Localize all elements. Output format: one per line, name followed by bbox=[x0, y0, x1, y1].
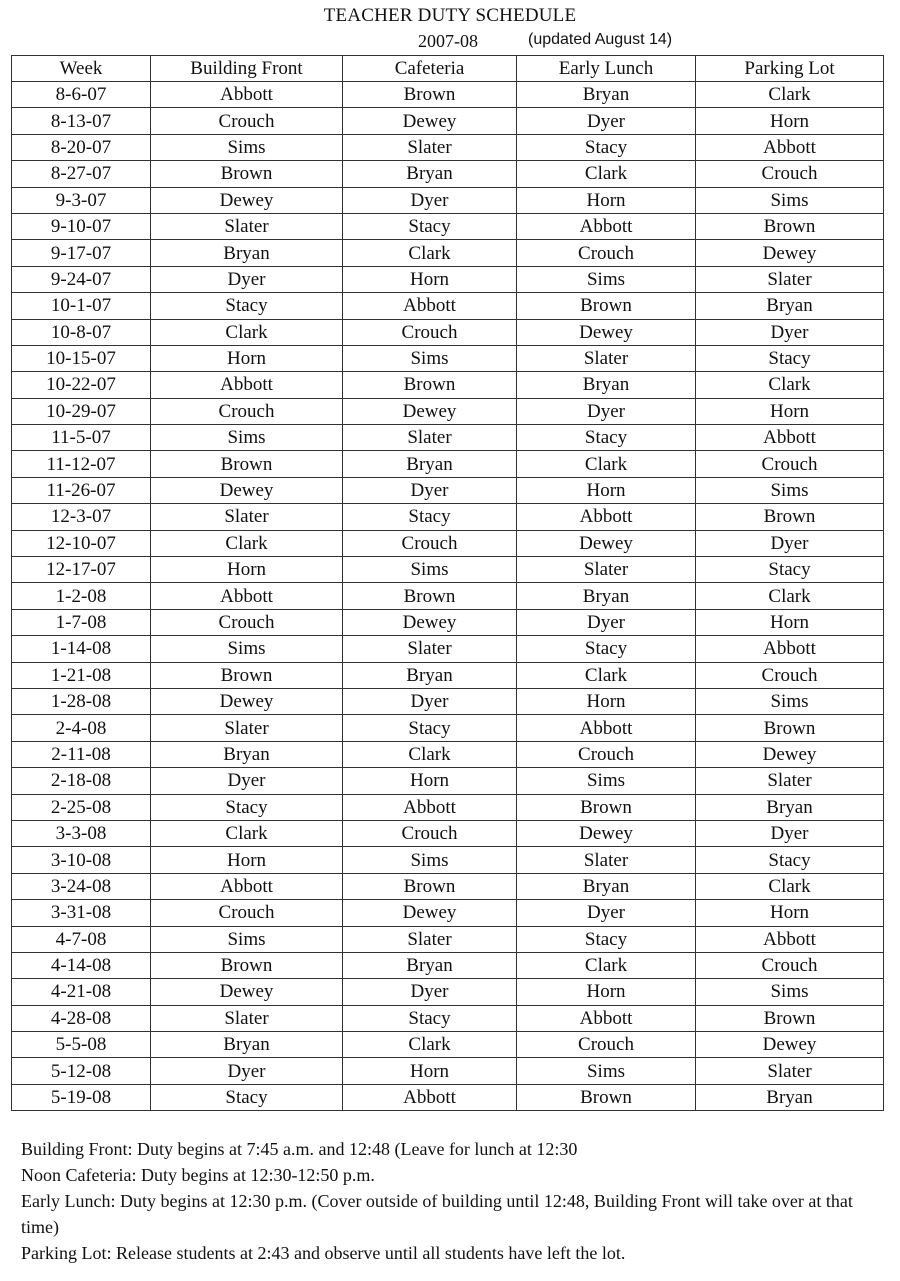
table-row bbox=[12, 134, 884, 160]
early-lunch-cell: Dewey bbox=[517, 820, 696, 846]
week-cell: 4-28-08 bbox=[12, 1005, 151, 1031]
early-lunch-cell: Crouch bbox=[517, 741, 696, 767]
building-front-cell: Slater bbox=[151, 1005, 343, 1031]
parking-lot-cell: Slater bbox=[696, 1058, 884, 1084]
week-cell: 12-17-07 bbox=[12, 557, 151, 583]
building-front-cell: Dewey bbox=[151, 979, 343, 1005]
early-lunch-cell: Stacy bbox=[517, 134, 696, 160]
building-front-cell: Abbott bbox=[151, 583, 343, 609]
week-cell: 1-28-08 bbox=[12, 688, 151, 714]
early-lunch-cell: Slater bbox=[517, 557, 696, 583]
early-lunch-cell: Abbott bbox=[517, 504, 696, 530]
building-front-cell: Stacy bbox=[151, 293, 343, 319]
building-front-cell: Dyer bbox=[151, 1058, 343, 1084]
cafeteria-cell: Abbott bbox=[343, 293, 517, 319]
cafeteria-cell: Brown bbox=[343, 82, 517, 108]
building-front-cell: Dyer bbox=[151, 266, 343, 292]
parking-lot-cell: Stacy bbox=[696, 345, 884, 371]
cafeteria-cell: Brown bbox=[343, 583, 517, 609]
parking-lot-cell: Clark bbox=[696, 873, 884, 899]
table-row bbox=[12, 398, 884, 424]
parking-lot-cell: Abbott bbox=[696, 425, 884, 451]
week-cell: 9-3-07 bbox=[12, 187, 151, 213]
week-cell: 1-21-08 bbox=[12, 662, 151, 688]
cafeteria-cell: Dewey bbox=[343, 398, 517, 424]
week-cell: 5-5-08 bbox=[12, 1032, 151, 1058]
building-front-cell: Abbott bbox=[151, 873, 343, 899]
early-lunch-cell: Bryan bbox=[517, 873, 696, 899]
cafeteria-cell: Clark bbox=[343, 741, 517, 767]
week-cell: 5-19-08 bbox=[12, 1084, 151, 1110]
early-lunch-cell: Bryan bbox=[517, 372, 696, 398]
page-title: TEACHER DUTY SCHEDULE bbox=[323, 5, 577, 26]
table-row bbox=[12, 240, 884, 266]
week-cell: 8-13-07 bbox=[12, 108, 151, 134]
parking-lot-cell: Dyer bbox=[696, 530, 884, 556]
table-row bbox=[12, 293, 884, 319]
table-row bbox=[12, 609, 884, 635]
building-front-cell: Clark bbox=[151, 530, 343, 556]
early-lunch-cell: Dyer bbox=[517, 900, 696, 926]
school-year: 2007-08 bbox=[418, 31, 478, 51]
parking-lot-cell: Brown bbox=[696, 213, 884, 239]
table-row bbox=[12, 979, 884, 1005]
cafeteria-cell: Dyer bbox=[343, 688, 517, 714]
cafeteria-cell: Clark bbox=[343, 1032, 517, 1058]
early-lunch-cell: Slater bbox=[517, 847, 696, 873]
building-front-cell: Sims bbox=[151, 636, 343, 662]
note-parking-lot: Parking Lot: Release students at 2:43 and observe until all students have left the lot. bbox=[21, 1243, 626, 1263]
building-front-cell: Abbott bbox=[151, 82, 343, 108]
parking-lot-cell: Brown bbox=[696, 504, 884, 530]
cafeteria-cell: Stacy bbox=[343, 504, 517, 530]
week-cell: 3-10-08 bbox=[12, 847, 151, 873]
table-row bbox=[12, 662, 884, 688]
week-cell: 2-4-08 bbox=[12, 715, 151, 741]
cafeteria-cell: Bryan bbox=[343, 161, 517, 187]
cafeteria-cell: Stacy bbox=[343, 1005, 517, 1031]
week-cell: 2-18-08 bbox=[12, 768, 151, 794]
parking-lot-cell: Dyer bbox=[696, 820, 884, 846]
early-lunch-cell: Dewey bbox=[517, 319, 696, 345]
week-cell: 10-8-07 bbox=[12, 319, 151, 345]
table-row bbox=[12, 504, 884, 530]
parking-lot-cell: Dyer bbox=[696, 319, 884, 345]
early-lunch-cell: Abbott bbox=[517, 213, 696, 239]
note-cafeteria: Noon Cafeteria: Duty begins at 12:30-12:50 p.m. bbox=[21, 1165, 375, 1185]
cafeteria-cell: Bryan bbox=[343, 451, 517, 477]
building-front-cell: Bryan bbox=[151, 240, 343, 266]
early-lunch-cell: Stacy bbox=[517, 636, 696, 662]
building-front-cell: Slater bbox=[151, 715, 343, 741]
table-row bbox=[12, 451, 884, 477]
cafeteria-cell: Sims bbox=[343, 847, 517, 873]
week-cell: 1-7-08 bbox=[12, 609, 151, 635]
table-row bbox=[12, 636, 884, 662]
cafeteria-cell: Crouch bbox=[343, 820, 517, 846]
building-front-cell: Stacy bbox=[151, 794, 343, 820]
cafeteria-cell: Crouch bbox=[343, 319, 517, 345]
building-front-cell: Clark bbox=[151, 820, 343, 846]
early-lunch-cell: Sims bbox=[517, 768, 696, 794]
building-front-cell: Horn bbox=[151, 847, 343, 873]
building-front-cell: Dewey bbox=[151, 187, 343, 213]
parking-lot-cell: Stacy bbox=[696, 847, 884, 873]
week-cell: 4-14-08 bbox=[12, 952, 151, 978]
table-row bbox=[12, 372, 884, 398]
parking-lot-cell: Abbott bbox=[696, 134, 884, 160]
building-front-cell: Bryan bbox=[151, 741, 343, 767]
building-front-cell: Abbott bbox=[151, 372, 343, 398]
week-cell: 5-12-08 bbox=[12, 1058, 151, 1084]
table-row bbox=[12, 820, 884, 846]
week-cell: 3-31-08 bbox=[12, 900, 151, 926]
early-lunch-cell: Slater bbox=[517, 345, 696, 371]
early-lunch-cell: Horn bbox=[517, 979, 696, 1005]
table-row bbox=[12, 1084, 884, 1110]
week-cell: 11-26-07 bbox=[12, 477, 151, 503]
week-cell: 10-29-07 bbox=[12, 398, 151, 424]
table-row bbox=[12, 345, 884, 371]
parking-lot-cell: Horn bbox=[696, 108, 884, 134]
table-row bbox=[12, 715, 884, 741]
cafeteria-cell: Bryan bbox=[343, 662, 517, 688]
early-lunch-cell: Clark bbox=[517, 451, 696, 477]
week-cell: 4-21-08 bbox=[12, 979, 151, 1005]
cafeteria-cell: Dewey bbox=[343, 609, 517, 635]
early-lunch-cell: Crouch bbox=[517, 240, 696, 266]
table-row bbox=[12, 583, 884, 609]
building-front-cell: Horn bbox=[151, 557, 343, 583]
week-cell: 11-5-07 bbox=[12, 425, 151, 451]
parking-lot-cell: Sims bbox=[696, 187, 884, 213]
cafeteria-cell: Slater bbox=[343, 425, 517, 451]
cafeteria-cell: Dyer bbox=[343, 477, 517, 503]
building-front-cell: Crouch bbox=[151, 609, 343, 635]
early-lunch-cell: Dyer bbox=[517, 398, 696, 424]
early-lunch-cell: Horn bbox=[517, 688, 696, 714]
parking-lot-cell: Sims bbox=[696, 688, 884, 714]
table-row bbox=[12, 187, 884, 213]
cafeteria-cell: Horn bbox=[343, 266, 517, 292]
parking-lot-cell: Crouch bbox=[696, 161, 884, 187]
building-front-cell: Crouch bbox=[151, 900, 343, 926]
building-front-cell: Stacy bbox=[151, 1084, 343, 1110]
cafeteria-cell: Stacy bbox=[343, 213, 517, 239]
early-lunch-cell: Sims bbox=[517, 266, 696, 292]
cafeteria-cell: Dewey bbox=[343, 900, 517, 926]
week-cell: 8-20-07 bbox=[12, 134, 151, 160]
early-lunch-cell: Dewey bbox=[517, 530, 696, 556]
parking-lot-cell: Horn bbox=[696, 398, 884, 424]
early-lunch-cell: Clark bbox=[517, 161, 696, 187]
cafeteria-cell: Slater bbox=[343, 636, 517, 662]
early-lunch-cell: Bryan bbox=[517, 82, 696, 108]
building-front-cell: Brown bbox=[151, 161, 343, 187]
parking-lot-cell: Clark bbox=[696, 372, 884, 398]
column-header-week: Week bbox=[12, 56, 151, 82]
building-front-cell: Sims bbox=[151, 134, 343, 160]
early-lunch-cell: Clark bbox=[517, 662, 696, 688]
building-front-cell: Dewey bbox=[151, 477, 343, 503]
table-row bbox=[12, 952, 884, 978]
cafeteria-cell: Sims bbox=[343, 557, 517, 583]
column-header-parking-lot: Parking Lot bbox=[696, 56, 884, 82]
note-early-lunch: Early Lunch: Duty begins at 12:30 p.m. (Cover outside of building until 12:48, Building Front will take over at that time) bbox=[21, 1191, 853, 1237]
table-row bbox=[12, 926, 884, 952]
parking-lot-cell: Sims bbox=[696, 979, 884, 1005]
cafeteria-cell: Clark bbox=[343, 240, 517, 266]
updated-note: (updated August 14) bbox=[528, 31, 673, 48]
cafeteria-cell: Brown bbox=[343, 372, 517, 398]
early-lunch-cell: Clark bbox=[517, 952, 696, 978]
cafeteria-cell: Dyer bbox=[343, 187, 517, 213]
parking-lot-cell: Clark bbox=[696, 583, 884, 609]
parking-lot-cell: Sims bbox=[696, 477, 884, 503]
table-row bbox=[12, 161, 884, 187]
cafeteria-cell: Abbott bbox=[343, 794, 517, 820]
table-row bbox=[12, 213, 884, 239]
building-front-cell: Brown bbox=[151, 952, 343, 978]
table-row bbox=[12, 82, 884, 108]
building-front-cell: Sims bbox=[151, 926, 343, 952]
week-cell: 9-24-07 bbox=[12, 266, 151, 292]
table-row bbox=[12, 768, 884, 794]
cafeteria-cell: Dewey bbox=[343, 108, 517, 134]
early-lunch-cell: Stacy bbox=[517, 926, 696, 952]
early-lunch-cell: Dyer bbox=[517, 108, 696, 134]
week-cell: 8-27-07 bbox=[12, 161, 151, 187]
parking-lot-cell: Abbott bbox=[696, 636, 884, 662]
building-front-cell: Brown bbox=[151, 451, 343, 477]
table-row bbox=[12, 1005, 884, 1031]
week-cell: 9-10-07 bbox=[12, 213, 151, 239]
cafeteria-cell: Dyer bbox=[343, 979, 517, 1005]
parking-lot-cell: Dewey bbox=[696, 741, 884, 767]
parking-lot-cell: Crouch bbox=[696, 451, 884, 477]
week-cell: 2-25-08 bbox=[12, 794, 151, 820]
table-row bbox=[12, 741, 884, 767]
parking-lot-cell: Dewey bbox=[696, 1032, 884, 1058]
early-lunch-cell: Crouch bbox=[517, 1032, 696, 1058]
table-row bbox=[12, 477, 884, 503]
early-lunch-cell: Stacy bbox=[517, 425, 696, 451]
week-cell: 10-1-07 bbox=[12, 293, 151, 319]
table-row bbox=[12, 530, 884, 556]
column-header-early-lunch: Early Lunch bbox=[517, 56, 696, 82]
parking-lot-cell: Dewey bbox=[696, 240, 884, 266]
parking-lot-cell: Slater bbox=[696, 266, 884, 292]
week-cell: 4-7-08 bbox=[12, 926, 151, 952]
cafeteria-cell: Horn bbox=[343, 768, 517, 794]
table-row bbox=[12, 557, 884, 583]
table-row bbox=[12, 873, 884, 899]
parking-lot-cell: Abbott bbox=[696, 926, 884, 952]
parking-lot-cell: Bryan bbox=[696, 293, 884, 319]
week-cell: 1-2-08 bbox=[12, 583, 151, 609]
parking-lot-cell: Stacy bbox=[696, 557, 884, 583]
building-front-cell: Slater bbox=[151, 504, 343, 530]
parking-lot-cell: Crouch bbox=[696, 662, 884, 688]
table-row bbox=[12, 266, 884, 292]
week-cell: 11-12-07 bbox=[12, 451, 151, 477]
building-front-cell: Crouch bbox=[151, 398, 343, 424]
table-row bbox=[12, 900, 884, 926]
week-cell: 9-17-07 bbox=[12, 240, 151, 266]
week-cell: 2-11-08 bbox=[12, 741, 151, 767]
week-cell: 3-3-08 bbox=[12, 820, 151, 846]
building-front-cell: Sims bbox=[151, 425, 343, 451]
week-cell: 1-14-08 bbox=[12, 636, 151, 662]
table-row bbox=[12, 794, 884, 820]
header-row bbox=[12, 56, 884, 82]
table-row bbox=[12, 688, 884, 714]
early-lunch-cell: Brown bbox=[517, 293, 696, 319]
week-cell: 12-3-07 bbox=[12, 504, 151, 530]
early-lunch-cell: Dyer bbox=[517, 609, 696, 635]
parking-lot-cell: Crouch bbox=[696, 952, 884, 978]
cafeteria-cell: Sims bbox=[343, 345, 517, 371]
building-front-cell: Clark bbox=[151, 319, 343, 345]
week-cell: 3-24-08 bbox=[12, 873, 151, 899]
table-row bbox=[12, 847, 884, 873]
early-lunch-cell: Brown bbox=[517, 794, 696, 820]
building-front-cell: Dewey bbox=[151, 688, 343, 714]
duty-notes bbox=[21, 1136, 881, 1266]
cafeteria-cell: Horn bbox=[343, 1058, 517, 1084]
table-row bbox=[12, 108, 884, 134]
table-row bbox=[12, 425, 884, 451]
early-lunch-cell: Horn bbox=[517, 187, 696, 213]
building-front-cell: Bryan bbox=[151, 1032, 343, 1058]
cafeteria-cell: Stacy bbox=[343, 715, 517, 741]
early-lunch-cell: Abbott bbox=[517, 715, 696, 741]
column-header-cafeteria: Cafeteria bbox=[343, 56, 517, 82]
cafeteria-cell: Slater bbox=[343, 926, 517, 952]
building-front-cell: Slater bbox=[151, 213, 343, 239]
parking-lot-cell: Clark bbox=[696, 82, 884, 108]
week-cell: 10-22-07 bbox=[12, 372, 151, 398]
cafeteria-cell: Brown bbox=[343, 873, 517, 899]
duty-schedule-table bbox=[11, 55, 884, 1111]
building-front-cell: Brown bbox=[151, 662, 343, 688]
building-front-cell: Crouch bbox=[151, 108, 343, 134]
parking-lot-cell: Slater bbox=[696, 768, 884, 794]
week-cell: 10-15-07 bbox=[12, 345, 151, 371]
early-lunch-cell: Horn bbox=[517, 477, 696, 503]
parking-lot-cell: Horn bbox=[696, 609, 884, 635]
cafeteria-cell: Crouch bbox=[343, 530, 517, 556]
table-row bbox=[12, 1032, 884, 1058]
cafeteria-cell: Abbott bbox=[343, 1084, 517, 1110]
early-lunch-cell: Brown bbox=[517, 1084, 696, 1110]
early-lunch-cell: Sims bbox=[517, 1058, 696, 1084]
week-cell: 8-6-07 bbox=[12, 82, 151, 108]
early-lunch-cell: Abbott bbox=[517, 1005, 696, 1031]
parking-lot-cell: Brown bbox=[696, 1005, 884, 1031]
table-row bbox=[12, 319, 884, 345]
schedule-body bbox=[12, 82, 884, 1111]
cafeteria-cell: Bryan bbox=[343, 952, 517, 978]
early-lunch-cell: Bryan bbox=[517, 583, 696, 609]
week-cell: 12-10-07 bbox=[12, 530, 151, 556]
note-building-front: Building Front: Duty begins at 7:45 a.m. and 12:48 (Leave for lunch at 12:30 bbox=[21, 1139, 578, 1159]
cafeteria-cell: Slater bbox=[343, 134, 517, 160]
building-front-cell: Dyer bbox=[151, 768, 343, 794]
parking-lot-cell: Horn bbox=[696, 900, 884, 926]
building-front-cell: Horn bbox=[151, 345, 343, 371]
table-row bbox=[12, 1058, 884, 1084]
parking-lot-cell: Bryan bbox=[696, 1084, 884, 1110]
parking-lot-cell: Brown bbox=[696, 715, 884, 741]
parking-lot-cell: Bryan bbox=[696, 794, 884, 820]
column-header-building-front: Building Front bbox=[151, 56, 343, 82]
